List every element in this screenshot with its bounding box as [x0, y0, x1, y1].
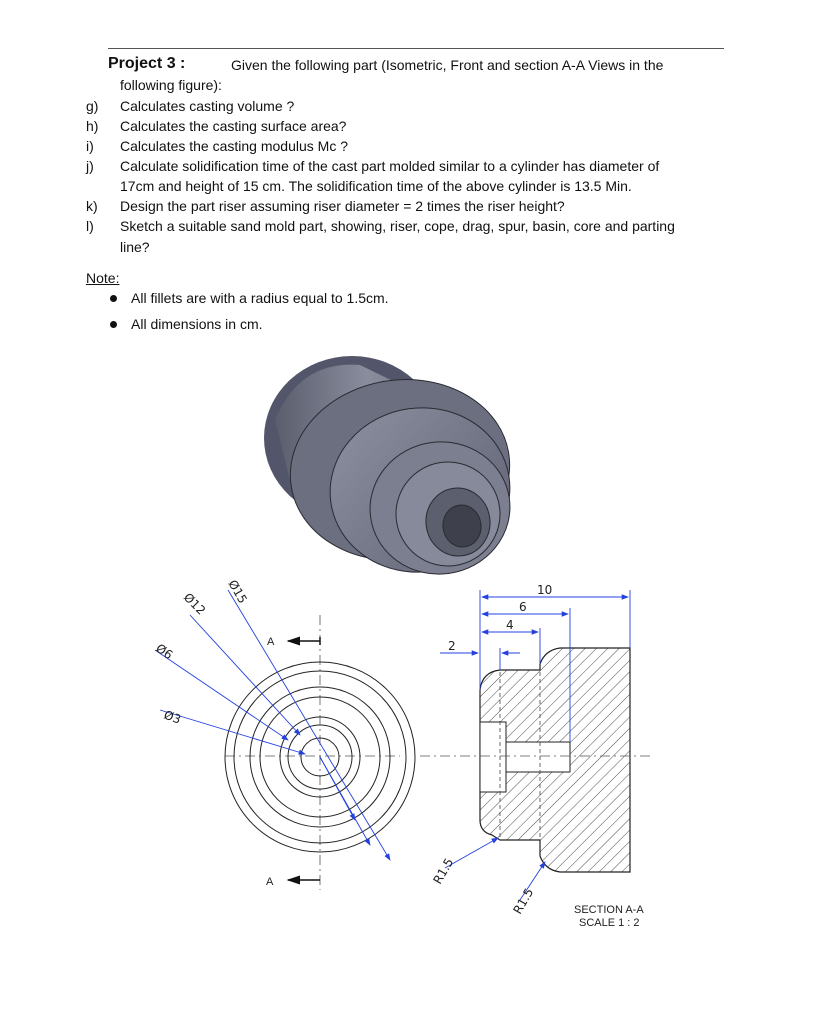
dim-r15-b: R1.5: [510, 885, 537, 917]
dim-6: 6: [519, 600, 527, 614]
question-text: Calculates casting volume ?: [120, 98, 295, 114]
project-description-cont: following figure):: [120, 77, 222, 93]
isometric-view: [264, 356, 521, 584]
dim-r15-a: R1.5: [430, 855, 457, 887]
section-counterbore: [480, 722, 506, 792]
question-text: Design the part riser assuming riser diameter = 2 times the riser height?: [120, 198, 565, 214]
question-letter: g): [86, 98, 99, 114]
question-text: line?: [120, 239, 150, 255]
dim-4: 4: [506, 618, 514, 632]
question-letter: h): [86, 118, 99, 134]
note-text: All dimensions in cm.: [131, 316, 263, 332]
dim-2: 2: [448, 639, 456, 653]
question-letter: i): [86, 138, 94, 154]
question-letter: k): [86, 198, 98, 214]
section-view: [420, 590, 650, 900]
front-view: [155, 590, 415, 890]
section-letter-bottom: A: [266, 876, 274, 888]
note-text: All fillets are with a radius equal to 1.5cm.: [131, 290, 389, 306]
note-title: Note:: [86, 270, 120, 286]
dim-10: 10: [537, 583, 553, 597]
project-title: Project 3 :: [108, 55, 186, 72]
question-text: Calculate solidification time of the cast part molded similar to a cylinder has diameter of: [120, 158, 660, 174]
question-text: Calculates the casting surface area?: [120, 118, 347, 134]
project-description: Given the following part (Isometric, Front and section A-A Views in the: [231, 57, 664, 73]
dim-d6: Ø6: [153, 640, 176, 663]
question-letter: j): [86, 158, 94, 174]
section-scale: SCALE 1 : 2: [579, 917, 640, 929]
dim-d15: Ø15: [225, 577, 250, 606]
question-text: Calculates the casting modulus Mc ?: [120, 138, 348, 154]
question-letter: l): [86, 218, 94, 234]
section-title: SECTION A-A: [574, 904, 644, 916]
dim-d3: Ø3: [161, 707, 183, 727]
section-letter-top: A: [267, 636, 275, 648]
question-text: Sketch a suitable sand mold part, showing, riser, cope, drag, spur, basin, core and parting: [120, 218, 675, 234]
dim-d12: Ø12: [180, 590, 209, 618]
question-text: 17cm and height of 15 cm. The solidification time of the above cylinder is 13.5 Min.: [120, 178, 632, 194]
